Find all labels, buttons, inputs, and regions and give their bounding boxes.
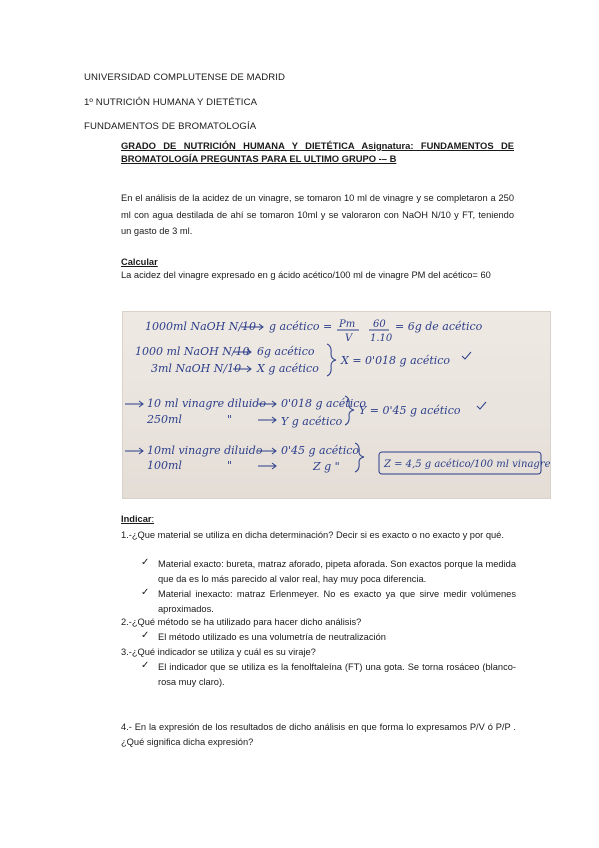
hw-line7a: 100ml — [147, 459, 182, 472]
check-icon: ✓ — [141, 587, 150, 598]
calcular-heading: Calcular — [121, 257, 158, 267]
check-icon: ✓ — [141, 630, 150, 641]
subject-header: FUNDAMENTOS DE BROMATOLOGÍA — [84, 121, 257, 132]
hw-line5b: " — [227, 413, 233, 426]
hw-eq2: Y = 0'45 g acético — [359, 404, 461, 417]
document-title: GRADO DE NUTRICIÓN HUMANA Y DIETÉTICA Asignatura: FUNDAMENTOS DE BROMATOLOGÍA PREGUNTAS PARA EL ULTIMO GRUPO -– B — [121, 140, 514, 164]
hw-line1b: g acético = — [269, 320, 333, 333]
hw-line2b: 6g acético — [257, 345, 315, 358]
indicar-heading: Indicar: — [121, 514, 155, 524]
hw-line5a: 250ml — [147, 413, 182, 426]
question-2: 2.-¿Qué método se ha utilizado para hacer dicho análisis? — [121, 617, 362, 627]
hw-line1g: = 6g de acético — [395, 320, 483, 333]
hw-line3b: X g acético — [257, 362, 319, 375]
hw-line5c: Y g acético — [281, 415, 343, 428]
handwritten-calculation-photo — [122, 311, 551, 499]
handwritten-calculation — [123, 312, 551, 499]
course-header: 1º NUTRICIÓN HUMANA Y DIETÉTICA — [84, 97, 258, 108]
hw-line1f: 1.10 — [370, 333, 393, 344]
hw-line2a: 1000 ml NaOH N/10 — [135, 345, 250, 358]
hw-line1c: Pm — [339, 319, 356, 330]
question-4: 4.- En la expresión de los resultados de dicho análisis en que forma lo expresamos P/V ó P/P . ¿Qué significa dicha expresión? — [121, 722, 516, 747]
hw-line6b: 0'45 g acético — [281, 444, 360, 457]
answer-3: El indicador que se utiliza es la fenolftaleína (FT) una gota. Se torna rosáceo (blanco-rosa muy claro). — [158, 662, 516, 687]
calcular-text: La acidez del vinagre expresado en g ácido acético/100 ml de vinagre PM del acético= 60 — [121, 270, 491, 280]
hw-line3a: 3ml NaOH N/10 — [151, 362, 242, 375]
answer-1b: Material inexacto: matraz Erlenmeyer. No es exacto ya que sirve medir volúmenes aproximados. — [158, 589, 516, 614]
answer-2: El método utilizado es una volumetría de neutralización — [158, 632, 386, 642]
problem-statement: En el análisis de la acidez de un vinagre, se tomaron 10 ml de vinagre y se completaron a 250 ml con agua destilada de ahí se tomaron 10ml y se valoraron con NaOH N/10 y FT, teniendo un gasto de 3 ml. — [121, 193, 514, 236]
question-3: 3.-¿Qué indicador se utiliza y cuál es su viraje? — [121, 647, 316, 657]
check-icon: ✓ — [141, 557, 150, 568]
hw-line4b: 0'018 g acético — [281, 397, 367, 410]
university-header: UNIVERSIDAD COMPLUTENSE DE MADRID — [84, 72, 286, 83]
hw-line1e: 60 — [373, 319, 386, 330]
answer-1a: Material exacto: bureta, matraz aforado, pipeta aforada. Son exactos porque la medida que da es lo más parecido al valor real, hay muy poca diferencia. — [158, 559, 516, 584]
hw-eq1: X = 0'018 g acético — [341, 354, 451, 367]
question-1: 1.-¿Que material se utiliza en dicha determinación? Decir si es exacto o no exacto y por qué. — [121, 530, 504, 540]
hw-line7b: " — [227, 459, 233, 472]
hw-eq3: Z = 4,5 g acético/100 ml vinagre — [384, 459, 551, 470]
hw-line6a: 10ml vinagre diluido — [147, 444, 263, 457]
hw-line1d: V — [345, 333, 353, 344]
hw-line7c: Z g " — [313, 460, 340, 473]
hw-line4a: 10 ml vinagre diluido — [147, 397, 266, 410]
hw-line1a: 1000ml NaOH N/10 — [145, 320, 257, 333]
check-icon: ✓ — [141, 660, 150, 671]
